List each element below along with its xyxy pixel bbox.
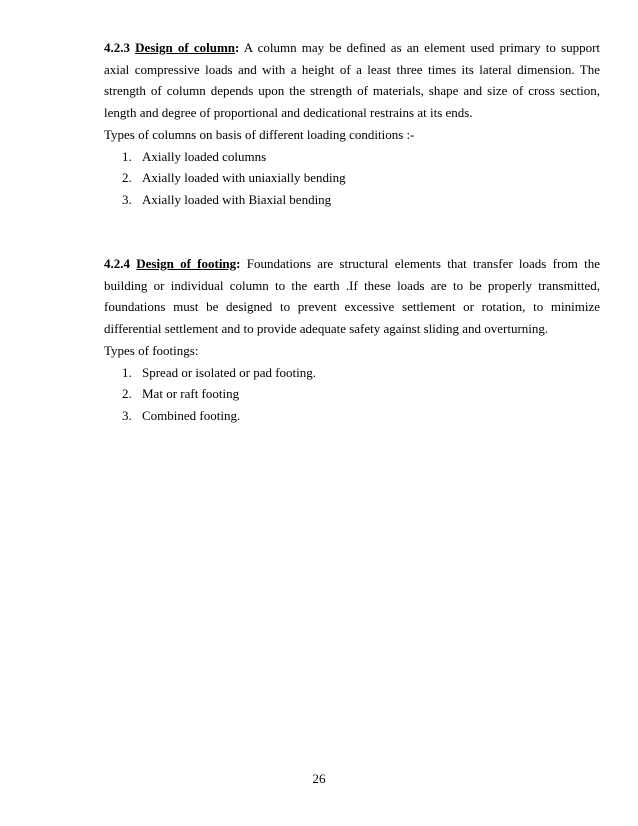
section-title: Design of footing xyxy=(136,256,237,271)
list-text: Axially loaded with Biaxial bending xyxy=(142,191,332,207)
list-text: Mat or raft footing xyxy=(142,386,240,402)
list-text: Spread or isolated or pad footing. xyxy=(142,364,317,380)
list-item xyxy=(104,167,600,189)
list-number: 1. xyxy=(122,148,132,164)
list-number: 1. xyxy=(122,364,132,380)
section-title: Design of column xyxy=(135,40,236,55)
types-list xyxy=(104,362,600,427)
section-design-of-column xyxy=(104,37,600,211)
list-item xyxy=(104,189,600,211)
section-body: A column may be defined as an element used primary to support axial compressive loads and with a height of a least three times its lateral dimension. The strength of column depends upon the strength of materials, shape and size of cross section, length and degree of proportional and dedicational restrains at its ends. xyxy=(104,40,601,121)
list-text: Axially loaded columns xyxy=(142,148,267,164)
list-item xyxy=(104,383,600,405)
list-number: 3. xyxy=(122,191,132,207)
list-text: Combined footing. xyxy=(142,407,241,423)
section-paragraph xyxy=(104,253,600,340)
types-heading: Types of footings: xyxy=(104,342,199,358)
list-number: 3. xyxy=(122,407,132,423)
types-heading: Types of columns on basis of different loading conditions :- xyxy=(104,126,415,142)
section-colon: : xyxy=(236,256,241,271)
list-item xyxy=(104,146,600,168)
section-number: 4.2.3 xyxy=(104,40,130,55)
section-design-of-footing xyxy=(104,253,600,427)
section-number: 4.2.4 xyxy=(104,256,130,271)
list-number: 2. xyxy=(122,386,132,402)
types-list xyxy=(104,146,600,211)
section-colon: : xyxy=(235,40,240,55)
list-item xyxy=(104,362,600,384)
list-item xyxy=(104,405,600,427)
list-number: 2. xyxy=(122,170,132,186)
list-text: Axially loaded with uniaxially bending xyxy=(142,170,346,186)
section-paragraph xyxy=(104,37,600,124)
page-number: 26 xyxy=(312,771,326,786)
section-body: Foundations are structural elements that transfer loads from the building or individual column to the earth .If these loads are to be properly transmitted, foundations must be designed to prevent excessive settlement or rotation, to minimize differential settlement and to provide adequate safety against sliding and overturning. xyxy=(104,256,601,337)
